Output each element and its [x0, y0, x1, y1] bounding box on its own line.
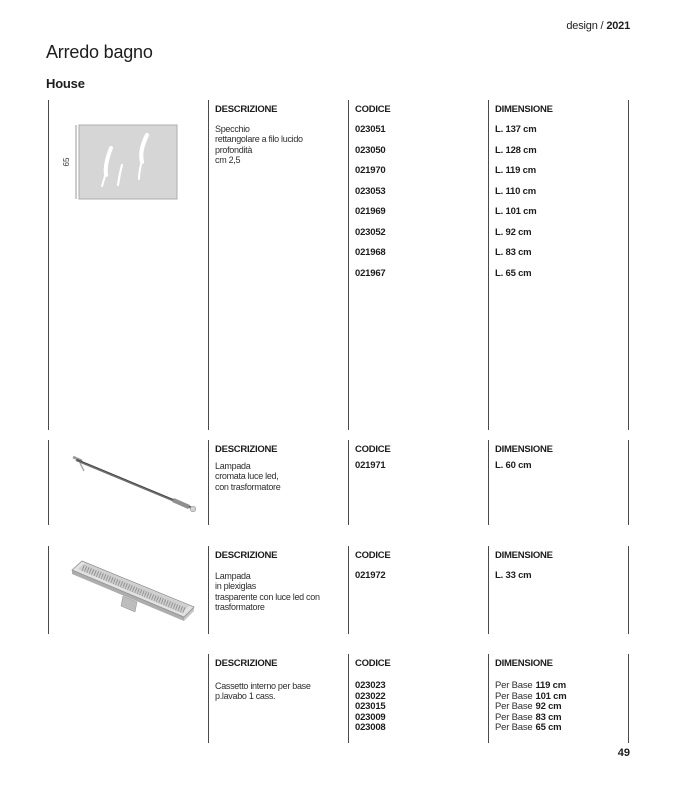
code-column [348, 654, 489, 743]
product-dimension: L. 65 cm [495, 267, 532, 279]
product-code: 023009 [355, 711, 386, 723]
product-code: 021969 [355, 206, 386, 217]
description-line: trasparente con luce led con [215, 591, 320, 602]
description-column [208, 100, 349, 430]
product-description [215, 124, 349, 166]
description-line: trasformatore [215, 602, 265, 613]
description-line: p.lavabo 1 cass. [215, 691, 276, 702]
description-line: cromata luce led, [215, 471, 279, 482]
code-list [355, 571, 489, 581]
dimension-label: 65 [62, 157, 71, 167]
product-dimension: L. 33 cm [495, 570, 532, 581]
table-right-border [628, 654, 630, 743]
column-header-dimensione: DIMENSIONE [495, 444, 553, 455]
dimension-value: 101 cm [535, 690, 567, 702]
product-code: 023008 [355, 722, 386, 733]
code-list [355, 120, 489, 284]
column-header-codice: CODICE [355, 658, 391, 669]
product-code: 023050 [355, 144, 386, 156]
product-code: 021970 [355, 165, 386, 176]
product-code: 023023 [355, 680, 386, 691]
column-header-codice: CODICE [355, 104, 391, 115]
table-right-border [628, 100, 630, 430]
description-line: Cassetto interno per base [215, 681, 311, 691]
dimension-prefix: Per Base [495, 711, 533, 723]
collection-title: House [46, 76, 85, 91]
led-bar-lamp-illustration [70, 452, 200, 514]
product-description [215, 681, 349, 702]
description-column [208, 440, 349, 525]
product-table-cassetto [48, 654, 629, 743]
column-header-descrizione: DESCRIZIONE [215, 550, 278, 561]
product-description [215, 571, 349, 613]
code-column [348, 100, 489, 430]
product-code: 023022 [355, 690, 386, 702]
description-line: profondità [215, 144, 253, 155]
image-column [48, 654, 208, 743]
dimension-list [495, 571, 629, 581]
column-header-codice: CODICE [355, 444, 391, 455]
dimension-prefix: Per Base [495, 680, 533, 691]
product-dimension [495, 723, 629, 734]
product-dimension: L. 101 cm [495, 206, 537, 217]
product-dimension: L. 60 cm [495, 460, 532, 471]
product-code: 023052 [355, 226, 386, 238]
description-line: rettangolare a filo lucido [215, 134, 303, 145]
product-dimension: L. 119 cm [495, 165, 536, 176]
product-code: 021967 [355, 267, 386, 279]
table-right-border [628, 546, 630, 634]
product-code: 021971 [355, 460, 386, 471]
dimension-list [495, 461, 629, 471]
description-line: Lampada [215, 571, 251, 581]
plexiglas-lamp-illustration [68, 558, 198, 628]
dimension-value: 83 cm [535, 711, 562, 723]
dimension-prefix: Per Base [495, 701, 533, 712]
column-header-dimensione: DIMENSIONE [495, 104, 553, 115]
product-dimension: L. 92 cm [495, 226, 532, 238]
dimension-prefix: Per Base [495, 690, 533, 702]
dimension-column [488, 546, 629, 634]
code-column [348, 546, 489, 634]
product-code: 023053 [355, 185, 386, 197]
description-line: cm 2,5 [215, 155, 241, 166]
dimension-column [488, 100, 629, 430]
column-header-descrizione: DESCRIZIONE [215, 658, 278, 669]
product-dimension [495, 702, 629, 713]
description-column [208, 546, 349, 634]
column-header-dimensione: DIMENSIONE [495, 658, 553, 669]
brand-year: 2021 [606, 20, 630, 32]
product-code: 023015 [355, 701, 386, 712]
dimension-column [488, 654, 629, 743]
product-dimension: L. 137 cm [495, 124, 537, 135]
product-dimension: L. 110 cm [495, 185, 536, 197]
dimension-value: 65 cm [535, 722, 562, 733]
dimension-prefix: Per Base [495, 722, 533, 733]
page-title: Arredo bagno [46, 42, 153, 62]
code-column [348, 440, 489, 525]
dimension-value: 92 cm [535, 701, 562, 712]
description-line: Specchio [215, 124, 250, 134]
product-code: 021968 [355, 247, 386, 258]
page-number: 49 [617, 747, 630, 759]
brand-prefix: design / [566, 20, 604, 32]
dimension-value: 119 cm [535, 680, 566, 691]
dimension-list [495, 681, 629, 734]
code-list [355, 461, 489, 471]
description-line: Lampada [215, 461, 251, 471]
mirror-illustration [58, 118, 183, 204]
column-header-codice: CODICE [355, 550, 391, 561]
table-right-border [628, 440, 630, 525]
dimension-column [488, 440, 629, 525]
product-code: 021972 [355, 570, 386, 581]
product-code: 023051 [355, 124, 386, 135]
column-header-descrizione: DESCRIZIONE [215, 104, 278, 115]
description-column [208, 654, 349, 743]
column-header-descrizione: DESCRIZIONE [215, 444, 278, 455]
description-line: con trasformatore [215, 481, 281, 492]
product-dimension: L. 83 cm [495, 247, 532, 258]
dimension-list [495, 120, 629, 284]
brand-line [566, 20, 630, 32]
column-header-dimensione: DIMENSIONE [495, 550, 553, 561]
description-line: in plexiglas [215, 581, 256, 592]
code-list [355, 681, 489, 734]
product-dimension: L. 128 cm [495, 144, 537, 156]
mirror-glass [79, 125, 177, 199]
product-description [215, 461, 349, 492]
